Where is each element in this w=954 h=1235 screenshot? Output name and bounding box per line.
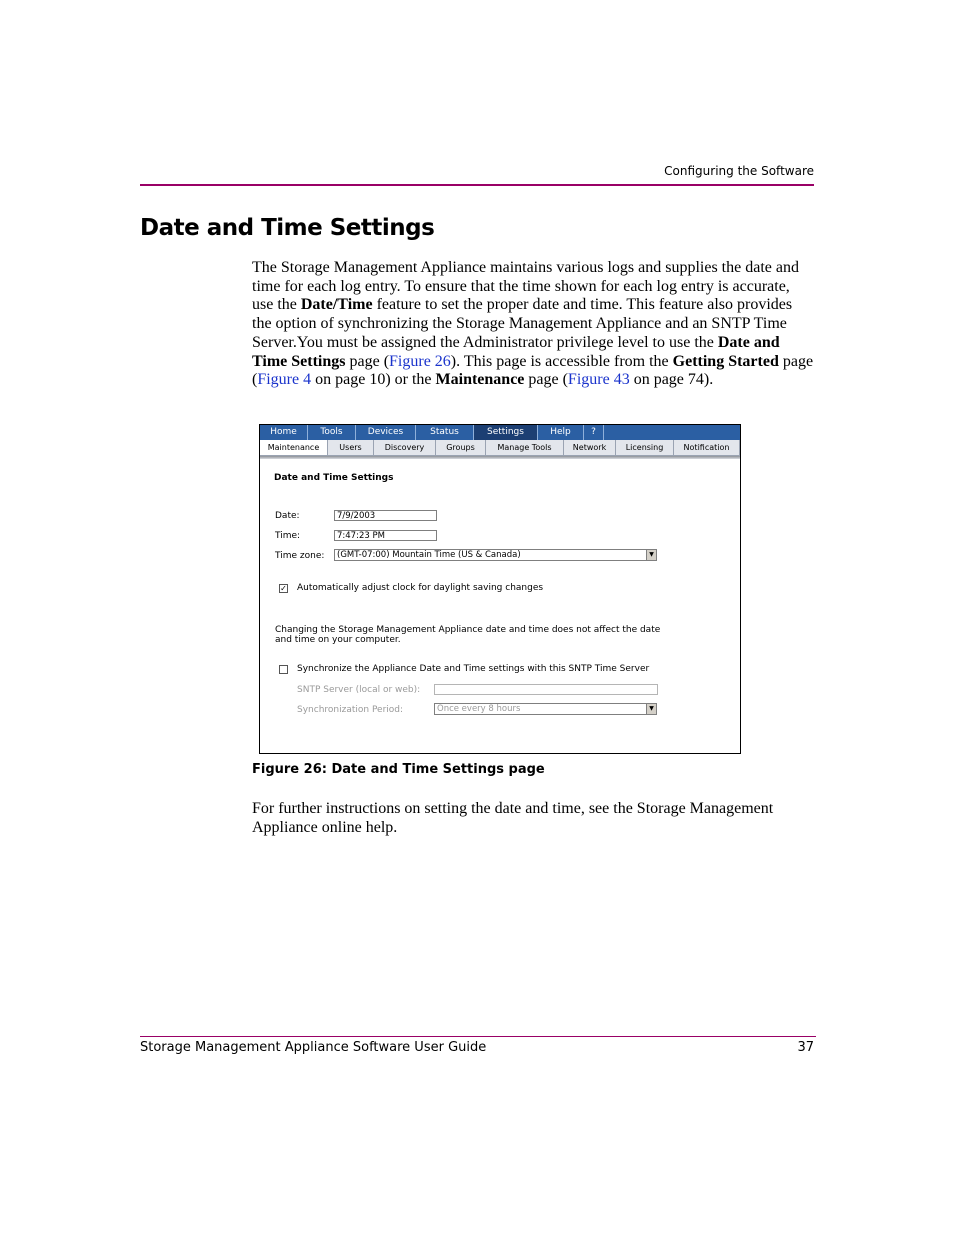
text-run: on page 10) or the [311, 371, 436, 389]
text-run: page ( [252, 352, 814, 389]
nav-tab-home[interactable]: Home [260, 425, 308, 440]
nav-tab-status[interactable]: Status [416, 425, 474, 440]
header-rule [140, 184, 814, 186]
subtab-users[interactable]: Users [328, 440, 374, 455]
subtab-discovery[interactable]: Discovery [374, 440, 436, 455]
date-field[interactable]: 7/9/2003 [334, 510, 437, 521]
figure-caption: Figure 26: Date and Time Settings page [252, 762, 545, 777]
bold-term: Date/Time [300, 296, 373, 314]
nav-tab-settings[interactable]: Settings [474, 425, 538, 440]
page-number: 37 [797, 1040, 814, 1055]
subtab-network[interactable]: Network [564, 440, 616, 455]
sntp-label: Synchronize the Appliance Date and Time settings with this SNTP Time Server [297, 664, 650, 674]
timezone-label: Time zone: [275, 551, 325, 561]
text-run: page ( [345, 352, 390, 370]
text-run: feature to set the proper date and time. This feature also provides the option of synchronizing the Storage Management Appliance and an SNTP Time Server.You must be assigned the Administrator privilege level to use the [252, 296, 793, 351]
date-time-settings-screenshot [259, 424, 741, 754]
bold-term: Maintenance [435, 371, 525, 389]
footer-rule [140, 1036, 816, 1037]
subtab-maintenance[interactable]: Maintenance [260, 440, 328, 455]
timezone-value: (GMT-07:00) Mountain Time (US & Canada) [337, 550, 521, 560]
settings-title: Date and Time Settings [274, 473, 394, 483]
dst-checkbox[interactable]: ✓ [280, 584, 287, 593]
sntp-server-field[interactable] [434, 684, 658, 695]
bold-term: Date and Time Settings [252, 333, 780, 370]
text-run: page ( [524, 371, 568, 389]
section-title: Date and Time Settings [140, 215, 435, 241]
intro-paragraph [252, 259, 814, 390]
subtab-groups[interactable]: Groups [436, 440, 486, 455]
figure-43-link[interactable]: Figure 43 [567, 371, 630, 389]
date-label: Date: [275, 511, 300, 521]
text-run: ). This page is accessible from the [450, 352, 673, 370]
chevron-down-icon: ▼ [646, 704, 656, 714]
footer-title: Storage Management Appliance Software User Guide [140, 1040, 487, 1055]
figure-4-link[interactable]: Figure 4 [257, 371, 312, 389]
sntp-checkbox[interactable] [279, 665, 288, 674]
running-head: Configuring the Software [664, 164, 814, 178]
closing-paragraph: For further instructions on setting the date and time, see the Storage Management Appliance online help. [252, 800, 774, 836]
figure-26-link[interactable]: Figure 26 [389, 352, 451, 370]
subtab-licensing[interactable]: Licensing [616, 440, 674, 455]
subtab-notification[interactable]: Notification [674, 440, 740, 455]
sync-period-value: Once every 8 hours [437, 704, 521, 714]
subtab-manage-tools[interactable]: Manage Tools [486, 440, 564, 455]
text-run: on page 74). [629, 371, 714, 389]
dst-label: Automatically adjust clock for daylight saving changes [297, 583, 544, 593]
nav-tab-devices[interactable]: Devices [356, 425, 416, 440]
sync-period-select[interactable] [434, 703, 657, 715]
nav-shadow [260, 456, 740, 459]
primary-nav [260, 425, 740, 440]
bold-term: Getting Started [672, 352, 779, 370]
secondary-nav [260, 440, 740, 456]
nav-tab-help[interactable]: Help [538, 425, 584, 440]
nav-tab-tools[interactable]: Tools [308, 425, 356, 440]
timezone-select[interactable] [334, 549, 657, 561]
note-line-1: Changing the Storage Management Appliance date and time does not affect the date [275, 625, 661, 635]
note-line-2: and time on your computer. [275, 635, 401, 645]
time-field[interactable]: 7:47:23 PM [334, 530, 437, 541]
time-label: Time: [275, 531, 301, 541]
text-run: The Storage Management Appliance maintains various logs and supplies the date and time for each log entry. To ensure that the time shown for each log entry is accurate, use the [252, 259, 799, 314]
sntp-server-label: SNTP Server (local or web): [297, 685, 421, 695]
chevron-down-icon: ▼ [646, 550, 656, 560]
sync-period-label: Synchronization Period: [297, 705, 404, 715]
nav-tab-question[interactable]: ? [584, 425, 604, 440]
